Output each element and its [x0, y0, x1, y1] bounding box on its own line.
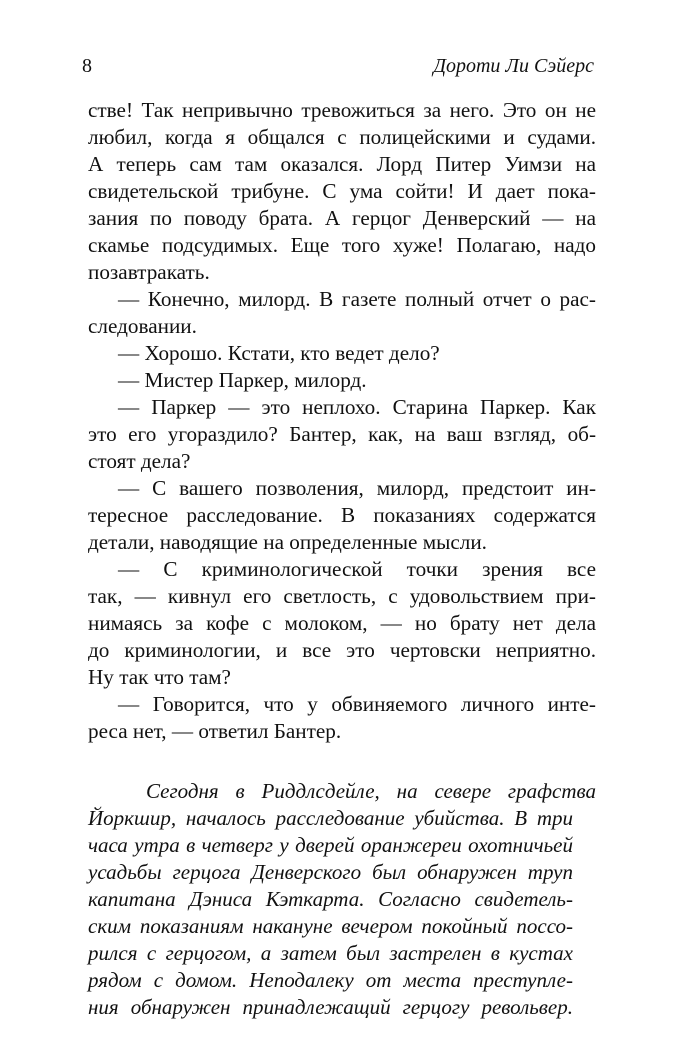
excerpt-line: Йоркшир, началось расследование убийства. В три	[88, 806, 573, 830]
text-line: детали, наводящие на определенные мысли.	[88, 530, 487, 554]
excerpt-line: ния обнаружен принадлежащий герцогу револьвер.	[88, 995, 573, 1019]
text-line: реса нет, — ответил Бантер.	[88, 719, 342, 743]
text-line: следовании.	[88, 314, 197, 338]
text-line: это его угораздило? Бантер, как, на ваш взгляд, об-	[88, 422, 596, 446]
text-line: тересное расследование. В показаниях содержатся	[88, 503, 596, 527]
text-line: — С вашего позволения, милорд, предстоит ин-	[118, 476, 596, 500]
excerpt-line: часа утра в четверг у дверей оранжереи охотничьей	[88, 833, 573, 857]
text-line: — Паркер — это неплохо. Старина Паркер. Как	[118, 395, 596, 419]
page-number: 8	[82, 55, 92, 77]
text-line: — Мистер Паркер, милорд.	[118, 368, 367, 392]
text-line: нимаясь за кофе с молоком, — но брату нет дела	[88, 611, 596, 635]
excerpt-line: капитана Дэниса Кэткарта. Согласно свидетель-	[88, 887, 573, 911]
excerpt-line: ским показаниям накануне вечером покойный поссо-	[88, 914, 573, 938]
text-line: свидетельской трибуне. С ума сойти! И дает пока-	[88, 179, 596, 203]
running-title: Дороти Ли Сэйерс	[433, 55, 594, 77]
text-line: зания по поводу брата. А герцог Денверский — на	[88, 206, 596, 230]
excerpt-line: рился с герцогом, а затем был застрелен в кустах	[88, 941, 573, 965]
excerpt-line: Сегодня в Риддлсдейле, на севере графства	[146, 779, 596, 803]
text-line: Ну так что там?	[88, 665, 231, 689]
text-line: скамье подсудимых. Еще того хуже! Полагаю, надо	[88, 233, 596, 257]
text-line: так, — кивнул его светлость, с удовольствием при-	[88, 584, 596, 608]
text-line: любил, когда я общался с полицейскими и судами.	[88, 125, 596, 149]
text-line: — Хорошо. Кстати, кто ведет дело?	[118, 341, 440, 365]
text-line: позавтракать.	[88, 260, 210, 284]
text-line: А теперь сам там оказался. Лорд Питер Уимзи на	[88, 152, 596, 176]
text-line: до криминологии, и все это чертовски неприятно.	[88, 638, 596, 662]
text-line: стоят дела?	[88, 449, 191, 473]
text-line: — Говорится, что у обвиняемого личного инте-	[118, 692, 596, 716]
text-line: — С криминологической точки зрения все	[118, 557, 596, 581]
text-line: — Конечно, милорд. В газете полный отчет о рас-	[118, 287, 596, 311]
excerpt-line: усадьбы герцога Денверского был обнаружен труп	[88, 860, 573, 884]
excerpt-line: рядом с домом. Неподалеку от места преступле-	[88, 968, 573, 992]
text-line: стве! Так непривычно тревожиться за него. Это он не	[88, 98, 596, 122]
